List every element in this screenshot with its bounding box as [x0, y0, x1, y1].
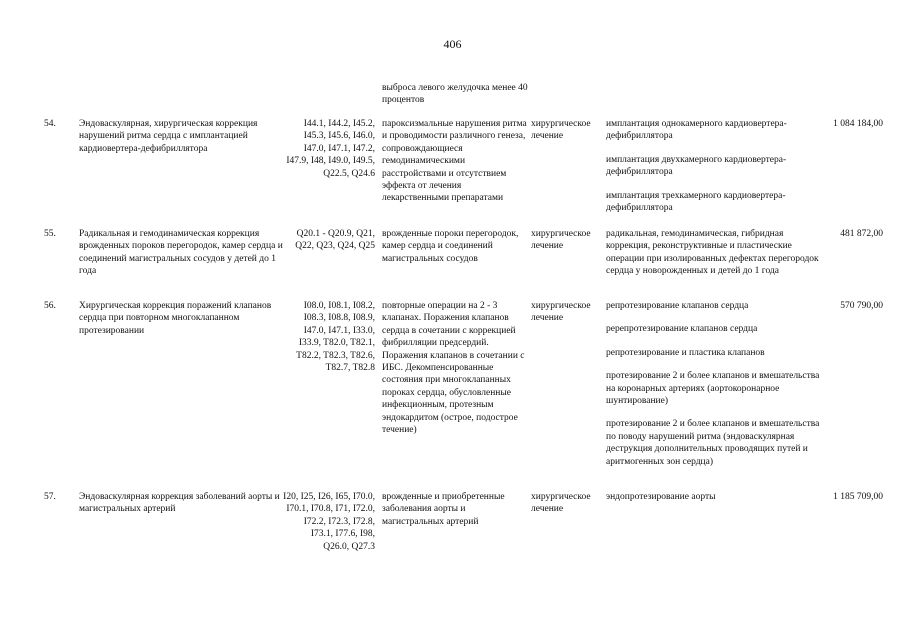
treatment-methods — [606, 491, 820, 503]
method-item: радикальная, гемодинамическая, гибридная коррекция, реконструктивные и пластические операции при изолированных дефектах перегородок сердца у новорожденных и детей до 1 года — [606, 229, 819, 277]
icd-codes: Q20.1 - Q20.9, Q21, Q22, Q23, Q24, Q25 — [295, 229, 375, 252]
treatment-methods — [606, 300, 820, 468]
patient-model: повторные операции на 2 - 3 клапанах. Поражения клапанов сердца в сочетании с коррекцией фибрилляции предсердий. Поражения клапанов в сочетании с ИБС. Декомпенсированные состояния при многоклапанных пороках сердца, обусловленные инфекционным, протезным эндокардитом (острое, подострое течение) — [382, 301, 525, 436]
care-type-name: Эндоваскулярная, хирургическая коррекция нарушений ритма сердца с имплантацией кардиовертера-дефибриллятора — [79, 119, 258, 154]
row-number: 56. — [44, 301, 56, 311]
treatment-type: хирургическое лечение — [531, 229, 591, 252]
treatment-type: хирургическое лечение — [531, 119, 591, 142]
method-item: имплантация однокамерного кардиовертера-дефибриллятора — [606, 119, 787, 142]
method-item: имплантация двухкамерного кардиовертера-дефибриллятора — [606, 154, 787, 178]
price: 570 790,00 — [840, 301, 883, 311]
row-number: 55. — [44, 229, 56, 239]
patient-model: врожденные пороки перегородок, камер сердца и соединений магистральных сосудов — [382, 229, 519, 264]
method-item: протезирование 2 и более клапанов и вмешательства по поводу нарушений ритма (эндоваскулярная деструкция дополнительных проводящих путей и аритмогенных зон сердца) — [606, 419, 820, 467]
method-item: имплантация трехкамерного кардиовертера-дефибриллятора — [606, 190, 786, 214]
row-number: 57. — [44, 492, 56, 502]
continuation-text: выброса левого желудочка менее 40 процентов — [382, 83, 528, 106]
care-type-name: Радикальная и гемодинамическая коррекция врожденных пороков перегородок, камер сердца и соединений магистральных сосудов у детей до 1 года — [79, 229, 283, 277]
patient-model: пароксизмальные нарушения ритма и проводимости различного генеза, сопровождающиеся гемодинамическими расстройствами и отсутствием эффекта от лечения лекарственными препаратами — [382, 119, 527, 204]
method-item: ререпротезирование клапанов сердца — [606, 324, 758, 335]
row-number: 54. — [44, 119, 56, 129]
method-item: эндопротезирование аорты — [606, 492, 716, 502]
page-number: 406 — [443, 37, 462, 51]
method-item: протезирование 2 и более клапанов и вмешательства на коронарных артериях (аортокоронарное шунтирование) — [606, 371, 820, 407]
price: 1 084 184,00 — [833, 119, 883, 129]
icd-codes: I08.0, I08.1, I08.2, I08.3, I08.8, I08.9, I47.0, I47.1, I33.0, I33.9, T82.0, T82.1, T82.2, T82.3, T82.6, T82.7, T82.8 — [296, 301, 375, 374]
price: 481 872,00 — [840, 229, 883, 239]
icd-codes: I20, I25, I26, I65, I70.0, I70.1, I70.8, I71, I72.0, I72.2, I72.3, I72.8, I73.1, I77.6, I98, Q26.0, Q27.3 — [283, 492, 375, 552]
method-item: репротезирование и пластика клапанов — [606, 347, 765, 358]
treatment-methods — [606, 228, 820, 278]
price: 1 185 709,00 — [833, 492, 883, 502]
care-type-name: Хирургическая коррекция поражений клапанов сердца при повторном многоклапанном протезировании — [79, 301, 272, 336]
method-item: репротезирование клапанов сердца — [606, 301, 749, 311]
treatment-type: хирургическое лечение — [531, 492, 591, 515]
patient-model: врожденные и приобретенные заболевания аорты и магистральных артерий — [382, 492, 505, 527]
care-type-name: Эндоваскулярная коррекция заболеваний аорты и магистральных артерий — [79, 492, 280, 515]
treatment-methods — [606, 118, 820, 214]
icd-codes: I44.1, I44.2, I45.2, I45.3, I45.6, I46.0, I47.0, I47.1, I47.2, I47.9, I48, I49.0, I49.5, Q22.5, Q24.6 — [286, 119, 375, 179]
treatment-type: хирургическое лечение — [531, 301, 591, 324]
